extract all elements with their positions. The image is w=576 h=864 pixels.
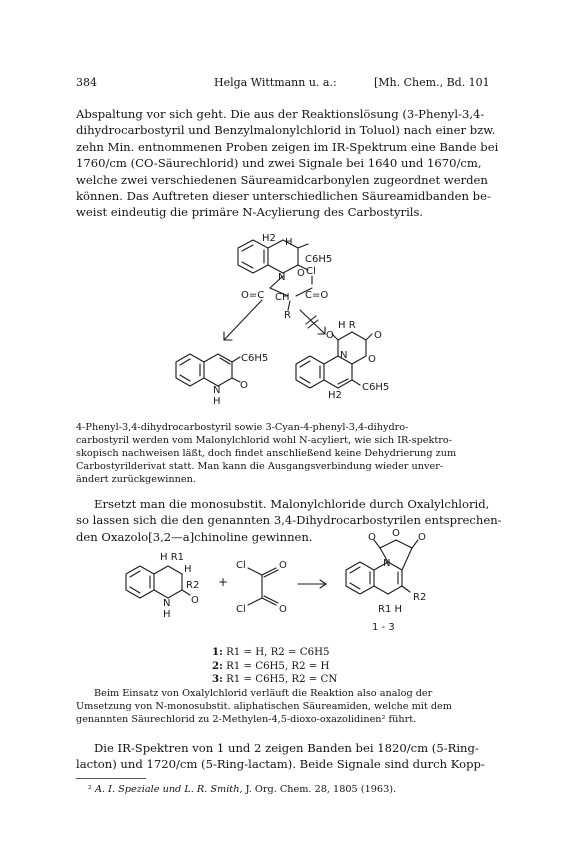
label-o-ox3: O [368, 354, 376, 365]
label-r2-product: R2 [413, 592, 427, 603]
footnote [88, 783, 502, 796]
structure-product-left [176, 354, 240, 386]
structure-product-right [296, 332, 372, 388]
structure-oxalylchloride [248, 568, 278, 605]
legend-row [212, 646, 337, 660]
text-line: den Oxazolo[3,2—a]chinoline gewinnen. [76, 529, 313, 544]
legend-row [212, 673, 337, 687]
reaction-arrow-left [224, 300, 262, 340]
label-h: H [285, 237, 293, 248]
label-hn-scheme2: H [163, 609, 171, 620]
text-line: Ersetzt man die monosubstit. Malonylchloride durch Oxalylchlorid, [94, 497, 490, 511]
legend-text: R1 = C6H5, R2 = H [226, 660, 330, 672]
substituent-legend [212, 646, 337, 687]
label-o-ox2: O [374, 330, 382, 341]
label-o-a: O [368, 532, 376, 543]
running-authors: Helga Wittmann u. a.: [214, 76, 337, 89]
legend-text: R1 = C6H5, R2 = CN [226, 674, 338, 685]
text-line: Carbostyrilderivat statt. Man kann die Ausgangsverbindung wieder unver- [76, 461, 444, 472]
label-h2: H2 [262, 233, 276, 244]
paragraph-2 [76, 496, 502, 545]
footnote-citation: J. Org. Chem. 28, 1805 (1963). [245, 784, 397, 795]
label-o-scheme2: O [191, 595, 199, 606]
label-o2: O [279, 604, 287, 615]
text-line: weist eindeutig die primäre N-Acylierung des Carbostyrils. [76, 205, 424, 220]
running-journal: [Mh. Chem., Bd. 101 [374, 76, 490, 89]
label-n-left: N [213, 385, 221, 396]
text-line: skopisch nachweisen läßt, doch findet anschließend keine Dehydrierung zum [76, 448, 457, 459]
page-number: 384 [76, 76, 97, 89]
footnote-marker: ² [88, 784, 92, 795]
structure-reactant-scheme2 [126, 566, 190, 598]
label-n-scheme2: N [163, 598, 171, 609]
reaction-arrow-right [300, 310, 325, 334]
text-line: Die IR-Spektren von 1 und 2 zeigen Banden bei 1820/cm (5-Ring- [94, 741, 479, 755]
label-hr: H R [338, 320, 356, 331]
label-n-product: N [383, 558, 391, 569]
text-line: Umsetzung von N-monosubstit. aliphatischen Säureamiden, welche mit dem [76, 701, 452, 712]
label-o1: O [279, 560, 287, 571]
text-line: welche zwei verschiedenen Säureamidcarbonylen zugeordnet werden [76, 172, 488, 187]
label-o-ox1: O [326, 330, 334, 341]
text-line: dihydrocarbostyril und Benzylmalonylchlorid in Toluol) nach einer bzw. [76, 123, 496, 138]
label-o-left-ring: O [240, 380, 248, 391]
footnote-rule [76, 778, 146, 779]
paragraph-3 [76, 740, 502, 773]
compound-number-label: 1 - 3 [372, 622, 395, 633]
text-line: so lassen sich die den genannten 3,4-Dihydrocarbostyrilen entsprechen- [76, 513, 502, 528]
caption-2 [76, 687, 502, 726]
text-line: ändert zurückgewinnen. [76, 474, 196, 485]
label-o-left: O=C [241, 290, 265, 301]
label-o-c: O [418, 532, 426, 543]
label-hr1: H R1 [160, 552, 185, 563]
label-n: N [278, 272, 286, 283]
text-line: carbostyril werden vom Malonylchlorid wohl N-acyliert, wie sich IR-spektro- [76, 435, 453, 446]
label-h2-right: H2 [328, 390, 342, 401]
label-o-ring: O [297, 268, 305, 279]
caption-1 [76, 421, 502, 486]
label-c6h5-left: C6H5 [241, 353, 269, 364]
plus-sign: + [218, 575, 229, 589]
text-line: 4-Phenyl-3,4-dihydrocarbostyril sowie 3-Cyan-4-phenyl-3,4-dihydro- [76, 422, 409, 433]
label-c6h5-top: C6H5 [305, 254, 333, 265]
structure-product-scheme2 [346, 540, 418, 594]
label-ch: CH [275, 292, 290, 303]
text-line: Abspaltung vor sich geht. Die aus der Reaktionslösung (3-Phenyl-3,4- [76, 107, 485, 121]
label-o-b: O [392, 528, 400, 539]
legend-text: R1 = H, R2 = C6H5 [226, 647, 330, 658]
text-line: Beim Einsatz von Oxalylchlorid verläuft die Reaktion also analog der [94, 688, 433, 699]
label-h-left: H [213, 396, 221, 407]
label-cl1: Cl [236, 560, 246, 571]
label-r1h: R1 H [378, 604, 403, 615]
label-c-o-right: C=O [305, 290, 329, 301]
text-line: genannten Säurechlorid zu 2-Methylen-4,5-dioxo-oxazolidinen² führt. [76, 714, 417, 725]
footnote-authors: A. I. Speziale und L. R. Smith, [94, 784, 243, 795]
legend-number: 1: [212, 646, 223, 658]
label-n-right: N [340, 350, 348, 361]
label-h2-scheme2: H [184, 564, 192, 575]
text-line: können. Das Auftreten dieser unterschiedlichen Säureamidbanden be- [76, 189, 491, 204]
label-r2: R2 [186, 580, 200, 591]
label-cl: Cl [306, 266, 316, 277]
label-r: R [284, 310, 291, 321]
text-line: zehn Min. entnommenen Proben zeigen im IR-Spektrum eine Bande bei [76, 139, 499, 154]
legend-number: 2: [212, 659, 223, 672]
text-line: lacton) und 1720/cm (5-Ring-lactam). Beide Signale sind durch Kopp- [76, 757, 485, 772]
text-line: 1760/cm (CO-Säurechlorid) und zwei Signale bei 1640 und 1670/cm, [76, 156, 482, 171]
label-c6h5-right: C6H5 [362, 382, 390, 393]
legend-number: 3: [212, 673, 223, 685]
label-cl2: Cl [236, 604, 246, 615]
legend-row [212, 660, 337, 674]
